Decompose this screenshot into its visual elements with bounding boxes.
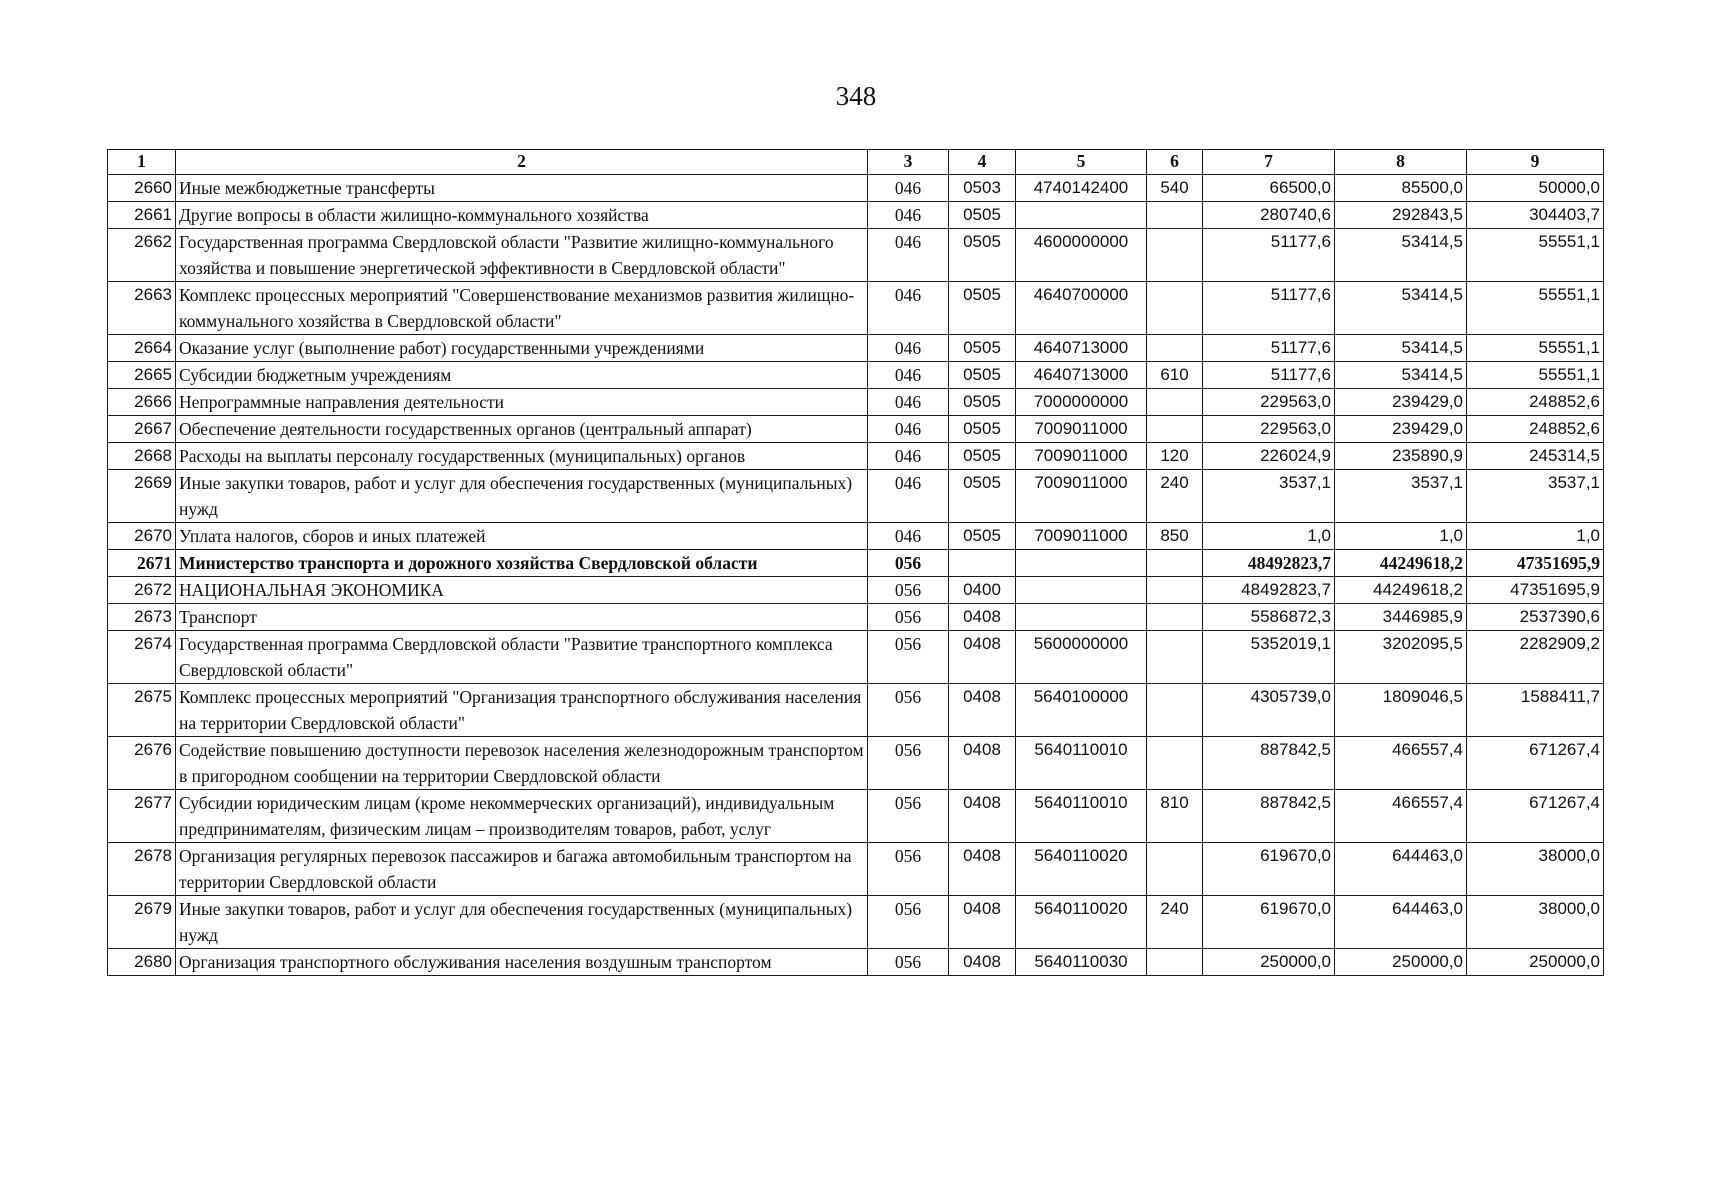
amount-col-9: 671267,4: [1467, 737, 1604, 790]
ministry-code: 046: [868, 416, 949, 443]
amount-col-7: 887842,5: [1203, 737, 1335, 790]
target-article-code: [1016, 550, 1147, 577]
row-number: 2662: [108, 229, 176, 282]
row-number: 2667: [108, 416, 176, 443]
expense-type-code: [1147, 550, 1203, 577]
row-number: 2665: [108, 362, 176, 389]
target-article-code: 4600000000: [1016, 229, 1147, 282]
expense-type-code: [1147, 229, 1203, 282]
table-row: [108, 335, 1604, 362]
row-name: Комплекс процессных мероприятий "Организация транспортного обслуживания населения на территории Свердловской области": [176, 684, 868, 737]
expense-type-code: 810: [1147, 790, 1203, 843]
header-col-2: 2: [176, 150, 868, 175]
row-number: 2666: [108, 389, 176, 416]
section-code: [949, 550, 1016, 577]
row-name: Содействие повышению доступности перевозок населения железнодорожным транспортом в пригородном сообщении на территории Свердловской области: [176, 737, 868, 790]
table-row: [108, 282, 1604, 335]
section-code: 0408: [949, 790, 1016, 843]
table-row: [108, 443, 1604, 470]
amount-col-8: 466557,4: [1335, 790, 1467, 843]
section-code: 0400: [949, 577, 1016, 604]
section-code: 0505: [949, 416, 1016, 443]
amount-col-8: 239429,0: [1335, 389, 1467, 416]
ministry-code: 056: [868, 604, 949, 631]
row-name: Другие вопросы в области жилищно-коммунального хозяйства: [176, 202, 868, 229]
ministry-code: 046: [868, 470, 949, 523]
expense-type-code: [1147, 416, 1203, 443]
row-number: 2660: [108, 175, 176, 202]
row-number: 2661: [108, 202, 176, 229]
amount-col-9: 38000,0: [1467, 896, 1604, 949]
amount-col-7: 1,0: [1203, 523, 1335, 550]
row-name: Обеспечение деятельности государственных органов (центральный аппарат): [176, 416, 868, 443]
row-name: Транспорт: [176, 604, 868, 631]
row-number: 2669: [108, 470, 176, 523]
ministry-code: 046: [868, 282, 949, 335]
amount-col-9: 1,0: [1467, 523, 1604, 550]
amount-col-8: 53414,5: [1335, 362, 1467, 389]
row-number: 2680: [108, 949, 176, 976]
section-code: 0505: [949, 389, 1016, 416]
amount-col-7: 48492823,7: [1203, 577, 1335, 604]
section-code: 0505: [949, 229, 1016, 282]
amount-col-9: 3537,1: [1467, 470, 1604, 523]
row-number: 2670: [108, 523, 176, 550]
section-code: 0503: [949, 175, 1016, 202]
section-code: 0408: [949, 737, 1016, 790]
ministry-code: 056: [868, 790, 949, 843]
amount-col-9: 248852,6: [1467, 389, 1604, 416]
row-name: Государственная программа Свердловской области "Развитие транспортного комплекса Свердловской области": [176, 631, 868, 684]
section-code: 0408: [949, 684, 1016, 737]
amount-col-9: 1588411,7: [1467, 684, 1604, 737]
ministry-code: 046: [868, 523, 949, 550]
table-row: [108, 790, 1604, 843]
amount-col-7: 250000,0: [1203, 949, 1335, 976]
amount-col-8: 292843,5: [1335, 202, 1467, 229]
table-row: [108, 523, 1604, 550]
expense-type-code: [1147, 949, 1203, 976]
header-col-7: 7: [1203, 150, 1335, 175]
row-name: Иные закупки товаров, работ и услуг для обеспечения государственных (муниципальных) нужд: [176, 470, 868, 523]
expense-type-code: 540: [1147, 175, 1203, 202]
budget-table: [107, 149, 1604, 976]
amount-col-8: 44249618,2: [1335, 577, 1467, 604]
expense-type-code: [1147, 202, 1203, 229]
table-row: [108, 470, 1604, 523]
target-article-code: 5640110020: [1016, 896, 1147, 949]
header-col-3: 3: [868, 150, 949, 175]
amount-col-9: 38000,0: [1467, 843, 1604, 896]
row-name: Оказание услуг (выполнение работ) государственными учреждениями: [176, 335, 868, 362]
ministry-code: 056: [868, 737, 949, 790]
amount-col-8: 85500,0: [1335, 175, 1467, 202]
amount-col-9: 245314,5: [1467, 443, 1604, 470]
target-article-code: [1016, 202, 1147, 229]
ministry-code: 046: [868, 175, 949, 202]
row-name: Непрограммные направления деятельности: [176, 389, 868, 416]
target-article-code: [1016, 577, 1147, 604]
header-col-5: 5: [1016, 150, 1147, 175]
amount-col-8: 44249618,2: [1335, 550, 1467, 577]
amount-col-7: 3537,1: [1203, 470, 1335, 523]
amount-col-8: 1809046,5: [1335, 684, 1467, 737]
amount-col-8: 1,0: [1335, 523, 1467, 550]
target-article-code: 4640713000: [1016, 362, 1147, 389]
amount-col-9: 2537390,6: [1467, 604, 1604, 631]
section-code: 0505: [949, 202, 1016, 229]
amount-col-7: 619670,0: [1203, 843, 1335, 896]
amount-col-8: 235890,9: [1335, 443, 1467, 470]
section-code: 0505: [949, 362, 1016, 389]
amount-col-9: 248852,6: [1467, 416, 1604, 443]
amount-col-7: 226024,9: [1203, 443, 1335, 470]
table-row: [108, 684, 1604, 737]
target-article-code: 7009011000: [1016, 470, 1147, 523]
header-col-1: 1: [108, 150, 176, 175]
amount-col-7: 48492823,7: [1203, 550, 1335, 577]
amount-col-7: 5586872,3: [1203, 604, 1335, 631]
section-code: 0505: [949, 443, 1016, 470]
target-article-code: 5640110020: [1016, 843, 1147, 896]
ministry-code: 056: [868, 577, 949, 604]
amount-col-7: 5352019,1: [1203, 631, 1335, 684]
target-article-code: 7009011000: [1016, 443, 1147, 470]
target-article-code: 7009011000: [1016, 523, 1147, 550]
table-row: [108, 604, 1604, 631]
table-row: [108, 949, 1604, 976]
row-name: Субсидии юридическим лицам (кроме некоммерческих организаций), индивидуальным предпринимателям, физическим лицам – производителям товаров, работ, услуг: [176, 790, 868, 843]
expense-type-code: [1147, 737, 1203, 790]
table-row: [108, 896, 1604, 949]
row-name: НАЦИОНАЛЬНАЯ ЭКОНОМИКА: [176, 577, 868, 604]
row-number: 2676: [108, 737, 176, 790]
target-article-code: 5640110030: [1016, 949, 1147, 976]
amount-col-7: 4305739,0: [1203, 684, 1335, 737]
expense-type-code: 850: [1147, 523, 1203, 550]
amount-col-9: 50000,0: [1467, 175, 1604, 202]
page-number: 348: [835, 81, 877, 111]
row-number: 2677: [108, 790, 176, 843]
amount-col-7: 51177,6: [1203, 335, 1335, 362]
amount-col-8: 53414,5: [1335, 282, 1467, 335]
amount-col-7: 66500,0: [1203, 175, 1335, 202]
table-row: [108, 229, 1604, 282]
table-row: [108, 389, 1604, 416]
amount-col-7: 229563,0: [1203, 416, 1335, 443]
amount-col-7: 51177,6: [1203, 362, 1335, 389]
row-name: Комплекс процессных мероприятий "Совершенствование механизмов развития жилищно-коммунального хозяйства в Свердловской области": [176, 282, 868, 335]
amount-col-9: 55551,1: [1467, 282, 1604, 335]
ministry-code: 046: [868, 202, 949, 229]
expense-type-code: [1147, 684, 1203, 737]
row-number: 2673: [108, 604, 176, 631]
row-name: Организация регулярных перевозок пассажиров и багажа автомобильным транспортом на территории Свердловской области: [176, 843, 868, 896]
amount-col-9: 47351695,9: [1467, 577, 1604, 604]
ministry-code: 046: [868, 443, 949, 470]
table-row: [108, 737, 1604, 790]
row-number: 2671: [108, 550, 176, 577]
amount-col-7: 280740,6: [1203, 202, 1335, 229]
target-article-code: [1016, 604, 1147, 631]
section-code: 0505: [949, 470, 1016, 523]
table-row: [108, 550, 1604, 577]
amount-col-8: 466557,4: [1335, 737, 1467, 790]
ministry-code: 046: [868, 389, 949, 416]
ministry-code: 056: [868, 631, 949, 684]
amount-col-9: 2282909,2: [1467, 631, 1604, 684]
table-row: [108, 416, 1604, 443]
target-article-code: 5640110010: [1016, 790, 1147, 843]
ministry-code: 056: [868, 684, 949, 737]
expense-type-code: 610: [1147, 362, 1203, 389]
section-code: 0408: [949, 604, 1016, 631]
amount-col-7: 619670,0: [1203, 896, 1335, 949]
row-name: Государственная программа Свердловской области "Развитие жилищно-коммунального хозяйства и повышение энергетической эффективности в Свердловской области": [176, 229, 868, 282]
row-name: Организация транспортного обслуживания населения воздушным транспортом: [176, 949, 868, 976]
ministry-code: 056: [868, 896, 949, 949]
table-row: [108, 577, 1604, 604]
row-number: 2678: [108, 843, 176, 896]
amount-col-8: 644463,0: [1335, 896, 1467, 949]
row-name: Уплата налогов, сборов и иных платежей: [176, 523, 868, 550]
section-code: 0505: [949, 335, 1016, 362]
row-name: Расходы на выплаты персоналу государственных (муниципальных) органов: [176, 443, 868, 470]
table-row: [108, 202, 1604, 229]
table-body: [108, 175, 1604, 976]
section-code: 0408: [949, 896, 1016, 949]
amount-col-9: 304403,7: [1467, 202, 1604, 229]
amount-col-9: 671267,4: [1467, 790, 1604, 843]
ministry-code: 046: [868, 229, 949, 282]
row-number: 2679: [108, 896, 176, 949]
ministry-code: 046: [868, 362, 949, 389]
amount-col-8: 239429,0: [1335, 416, 1467, 443]
ministry-code: 056: [868, 550, 949, 577]
amount-col-8: 53414,5: [1335, 335, 1467, 362]
amount-col-7: 51177,6: [1203, 229, 1335, 282]
row-name: Иные закупки товаров, работ и услуг для обеспечения государственных (муниципальных) нужд: [176, 896, 868, 949]
target-article-code: 7000000000: [1016, 389, 1147, 416]
section-code: 0505: [949, 523, 1016, 550]
amount-col-9: 250000,0: [1467, 949, 1604, 976]
row-name: Иные межбюджетные трансферты: [176, 175, 868, 202]
amount-col-8: 3202095,5: [1335, 631, 1467, 684]
target-article-code: 4740142400: [1016, 175, 1147, 202]
header-row: [108, 150, 1604, 175]
amount-col-8: 3537,1: [1335, 470, 1467, 523]
header-col-4: 4: [949, 150, 1016, 175]
table-row: [108, 175, 1604, 202]
expense-type-code: 240: [1147, 470, 1203, 523]
expense-type-code: [1147, 604, 1203, 631]
expense-type-code: [1147, 577, 1203, 604]
amount-col-8: 3446985,9: [1335, 604, 1467, 631]
amount-col-7: 229563,0: [1203, 389, 1335, 416]
target-article-code: 7009011000: [1016, 416, 1147, 443]
ministry-code: 046: [868, 335, 949, 362]
expense-type-code: [1147, 335, 1203, 362]
amount-col-8: 644463,0: [1335, 843, 1467, 896]
ministry-code: 056: [868, 949, 949, 976]
expense-type-code: [1147, 389, 1203, 416]
section-code: 0408: [949, 949, 1016, 976]
amount-col-9: 55551,1: [1467, 362, 1604, 389]
expense-type-code: [1147, 282, 1203, 335]
row-name: Субсидии бюджетным учреждениям: [176, 362, 868, 389]
row-number: 2664: [108, 335, 176, 362]
amount-col-7: 887842,5: [1203, 790, 1335, 843]
row-number: 2672: [108, 577, 176, 604]
table-row: [108, 631, 1604, 684]
row-number: 2674: [108, 631, 176, 684]
amount-col-9: 55551,1: [1467, 335, 1604, 362]
table-row: [108, 843, 1604, 896]
row-name: Министерство транспорта и дорожного хозяйства Свердловской области: [176, 550, 868, 577]
expense-type-code: 240: [1147, 896, 1203, 949]
target-article-code: 5600000000: [1016, 631, 1147, 684]
row-number: 2668: [108, 443, 176, 470]
section-code: 0408: [949, 631, 1016, 684]
header-col-8: 8: [1335, 150, 1467, 175]
amount-col-7: 51177,6: [1203, 282, 1335, 335]
target-article-code: 5640100000: [1016, 684, 1147, 737]
target-article-code: 5640110010: [1016, 737, 1147, 790]
amount-col-8: 250000,0: [1335, 949, 1467, 976]
ministry-code: 056: [868, 843, 949, 896]
amount-col-8: 53414,5: [1335, 229, 1467, 282]
expense-type-code: [1147, 631, 1203, 684]
header-col-6: 6: [1147, 150, 1203, 175]
header-col-9: 9: [1467, 150, 1604, 175]
expense-type-code: [1147, 843, 1203, 896]
table-row: [108, 362, 1604, 389]
expense-type-code: 120: [1147, 443, 1203, 470]
row-number: 2663: [108, 282, 176, 335]
section-code: 0505: [949, 282, 1016, 335]
row-number: 2675: [108, 684, 176, 737]
amount-col-9: 47351695,9: [1467, 550, 1604, 577]
target-article-code: 4640700000: [1016, 282, 1147, 335]
amount-col-9: 55551,1: [1467, 229, 1604, 282]
target-article-code: 4640713000: [1016, 335, 1147, 362]
section-code: 0408: [949, 843, 1016, 896]
